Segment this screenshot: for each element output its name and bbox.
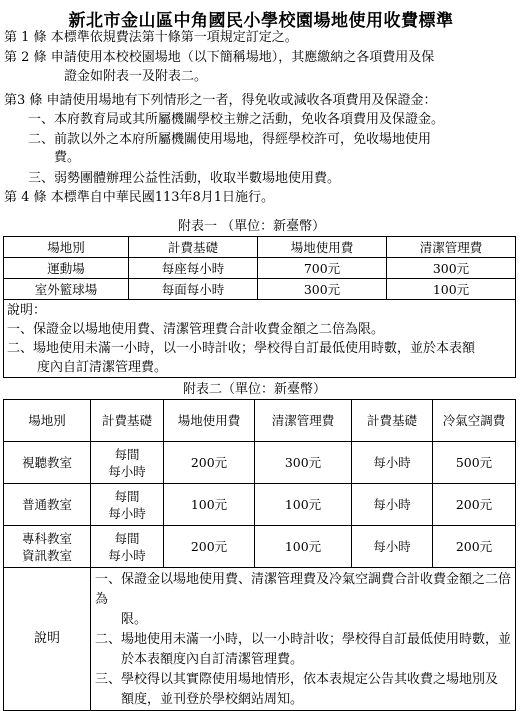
table-header-cell: 場地別 — [4, 400, 91, 442]
note-2-continuation: 於本表額度內自訂清潔管理費。 — [121, 652, 304, 667]
table-cell: 300元 — [255, 442, 352, 484]
article-2-continuation: 證金如附表一及附表二。 — [64, 69, 208, 84]
note-2: 二、場地使用未滿一小時，以一小時計收；學校得自訂最低使用時數，並於本表額 — [7, 341, 476, 356]
note-1: 一、保證金以場地使用費、清潔管理費合計收費金額之二倍為限。 — [7, 322, 385, 337]
table-cell: 100元 — [387, 279, 516, 300]
article-3-item-1: 一、本府教育局或其所屬機關學校主辦之活動，免收各項費用及保證金。 — [28, 112, 445, 127]
table-cell: 每小時 — [352, 442, 433, 484]
article-number: 第 2 條 — [4, 50, 47, 65]
table-cell: 200元 — [433, 484, 516, 526]
article-number: 第 1 條 — [4, 30, 47, 45]
table1-notes — [3, 300, 516, 378]
article-3-item-3: 三、弱勢團體辦理公益性活動，收取半數場地使用費。 — [28, 171, 341, 186]
note-1-continuation: 限。 — [121, 612, 148, 627]
table-header-cell: 計費基礎 — [91, 400, 164, 442]
article-text: 申請使用本校校園場地（以下簡稱場地），其應繳納之各項費用及保 — [50, 50, 435, 65]
table-cell — [91, 526, 164, 568]
table-header-cell: 計費基礎 — [129, 237, 258, 258]
note-2: 二、場地使用未滿一小時，以一小時計收；學校得自訂最低使用時數，並 — [95, 632, 512, 647]
article-3-item-2-continuation: 費。 — [54, 150, 81, 165]
notes-label: 說明 — [4, 568, 91, 711]
table-row — [4, 258, 516, 279]
article-text: 本標準依規費法第十條第一項規定訂定之。 — [50, 30, 298, 45]
basis-line: 每間 — [114, 530, 140, 546]
table2-notes — [3, 567, 516, 711]
table-cell: 200元 — [164, 526, 255, 568]
basis-line: 每小時 — [108, 463, 146, 479]
table-header-cell: 清潔管理費 — [255, 400, 352, 442]
article-text: 本標準自中華民國113年8月1日施行。 — [50, 190, 275, 205]
note-2-continuation: 度內自訂清潔管理費。 — [37, 360, 168, 375]
article-text: 申請使用場地有下列情形之一者，得免收或減收各項費用及保證金： — [46, 93, 437, 108]
table-row — [4, 442, 516, 484]
table1-caption: 附表一 （單位：新臺幣） — [178, 219, 326, 234]
table-header-cell: 場地使用費 — [164, 400, 255, 442]
basis-line: 每間 — [114, 446, 140, 462]
table-header-row — [4, 400, 516, 442]
table-header-cell: 冷氣空調費 — [433, 400, 516, 442]
table2-caption: 附表二（單位：新臺幣） — [183, 382, 327, 397]
name-line: 專科教室 — [21, 530, 72, 546]
table-cell: 100元 — [255, 484, 352, 526]
table-cell — [4, 526, 91, 568]
table-cell: 200元 — [433, 526, 516, 568]
table-cell: 室外籃球場 — [4, 279, 129, 300]
table-header-cell: 計費基礎 — [352, 400, 433, 442]
table-row — [4, 279, 516, 300]
table-cell: 每小時 — [352, 484, 433, 526]
table-cell: 700元 — [258, 258, 387, 279]
table-header-cell: 場地別 — [4, 237, 129, 258]
basis-line: 每小時 — [108, 547, 146, 563]
article-number: 第3 條 — [4, 93, 43, 108]
table-header-row — [4, 237, 516, 258]
article-3-item-2: 二、前款以外之本府所屬機關使用場地，得經學校許可，免收場地使用 — [28, 132, 432, 147]
table-header-cell: 清潔管理費 — [387, 237, 516, 258]
table-cell: 每座每小時 — [129, 258, 258, 279]
table-cell: 300元 — [258, 279, 387, 300]
table-cell: 每小時 — [352, 526, 433, 568]
note-3: 三、學校得以其實際使用場地情形，依本表規定公告其收費之場地別及 — [95, 672, 499, 687]
table-cell: 100元 — [164, 484, 255, 526]
table-cell: 500元 — [433, 442, 516, 484]
table-cell: 視聽教室 — [4, 442, 91, 484]
table-row — [4, 568, 516, 711]
note-1: 一、保證金以場地使用費、清潔管理費及冷氣空調費合計收費金額之二倍為 — [95, 572, 512, 607]
article-3 — [4, 92, 518, 110]
table-cell: 普通教室 — [4, 484, 91, 526]
table-cell: 300元 — [387, 258, 516, 279]
basis-line: 每間 — [114, 488, 140, 504]
table-cell: 運動場 — [4, 258, 129, 279]
table-header-cell: 場地使用費 — [258, 237, 387, 258]
table-cell: 100元 — [255, 526, 352, 568]
article-4 — [4, 189, 518, 207]
basis-line: 每小時 — [108, 505, 146, 521]
table-cell: 200元 — [164, 442, 255, 484]
table-cell — [91, 442, 164, 484]
table-cell: 每面每小時 — [129, 279, 258, 300]
article-1 — [4, 29, 518, 47]
notes-title: 說明： — [7, 303, 47, 318]
notes-cell — [91, 568, 516, 711]
table-cell — [91, 484, 164, 526]
table1 — [3, 236, 516, 300]
table2 — [3, 399, 516, 568]
table-row — [4, 484, 516, 526]
document-title: 新北市金山區中角國民小學校園場地使用收費標準 — [68, 11, 454, 31]
note-3-continuation: 額度，並刊登於學校網站周知。 — [121, 692, 304, 707]
table-row — [4, 526, 516, 568]
name-line: 資訊教室 — [21, 547, 72, 563]
article-number: 第 4 條 — [4, 190, 47, 205]
article-2 — [4, 49, 518, 67]
